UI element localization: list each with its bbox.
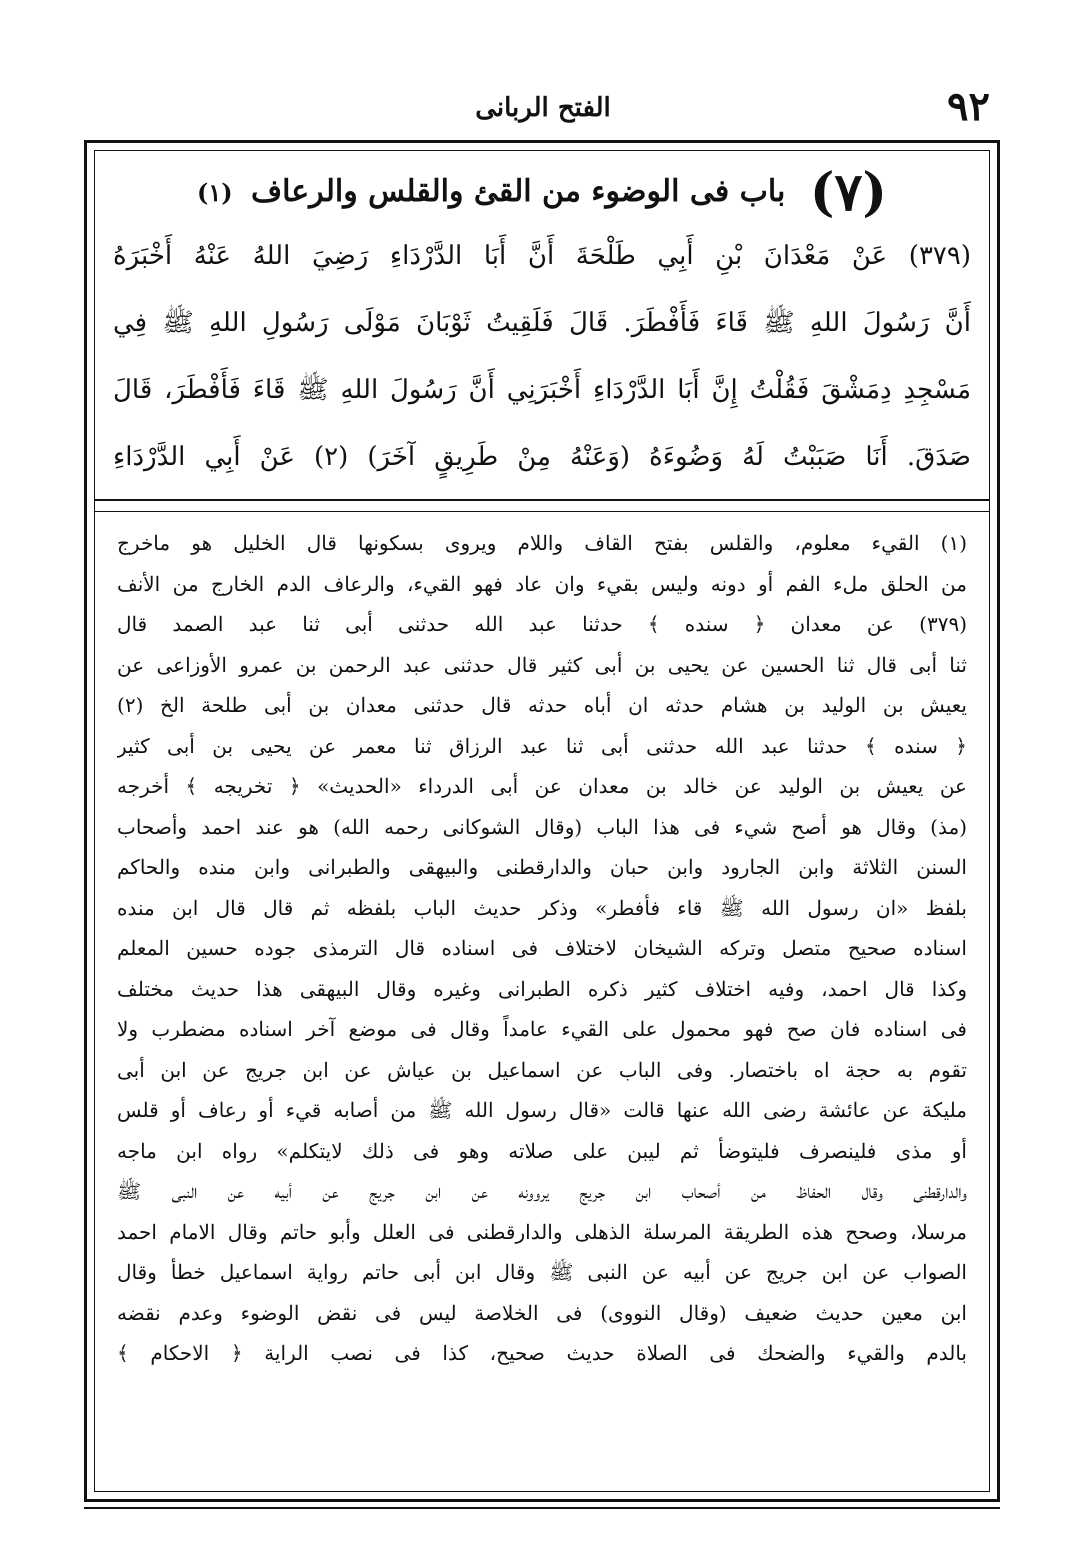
- hadith-text: [113, 223, 971, 491]
- footnote-line: ابن معين حديث ضعيف (وقال النووى) فى الخلاصة ليس فى نقض الوضوء وعدم نقضه: [117, 1300, 967, 1325]
- hadith-line: أَنَّ رَسُولَ اللهِ ﷺ قَاءَ فَأَفْطَرَ. قَالَ فَلَقِيتُ ثَوْبَانَ مَوْلَى رَسُولِ اللهِ ﷺ فِي: [113, 308, 971, 338]
- footnote-line: من الحلق ملء الفم أو دونه وليس بقيء وان عاد فهو القيء، والرعاف الدم الخارج من الأنف: [117, 571, 967, 596]
- bottom-rule: [84, 1502, 1000, 1509]
- footnote-line: بلفظ «ان رسول الله ﷺ قاء فأفطر» وذكر حديث الباب بلفظه ثم قال قال ابن منده: [117, 895, 967, 920]
- section-divider: [95, 499, 989, 512]
- main-section: [95, 151, 989, 499]
- running-title: الفتح الربانى: [475, 93, 611, 123]
- footnotes: [117, 523, 967, 1374]
- footnote-line: والدارقطنى وقال الحفاظ من أصحاب ابن جريج يروونه عن ابن جريج عن أبيه عن النبى ﷺ: [117, 1179, 967, 1203]
- chapter-title: باب فى الوضوء من القئ والقلس والرعاف: [251, 174, 786, 209]
- footnote-line: مليكة عن عائشة رضى الله عنها قالت «قال رسول الله ﷺ من أصابه قيء أو رعاف أو قلس: [117, 1098, 967, 1122]
- page-header: [88, 80, 998, 134]
- chapter-note-ref: (١): [196, 178, 233, 207]
- footnote-line: (١) القيء معلوم، والقلس بفتح القاف واللام ويروى بسكونها قال الخليل هو ماخرج: [117, 531, 967, 555]
- chapter-heading: [113, 161, 971, 223]
- footnote-line: فى اسناده فان صح فهو محمول على القيء عامداً وقال فى موضع آخر اسناده مضطرب ولا: [117, 1017, 967, 1041]
- hadith-line: مَسْجِدِ دِمَشْقَ فَقُلْتُ إِنَّ أَبَا الدَّرْدَاءِ أَخْبَرَنِي أَنَّ رَسُولَ اللهِ ﷺ قَاءَ فَأَفْطَرَ، قَالَ: [113, 375, 971, 405]
- page-number: ٩٢: [947, 83, 990, 130]
- footnote-line: السنن الثلاثة وابن الجارود وابن حبان والدارقطنى والبيهقى والطبرانى وابن منده والحاكم: [117, 855, 967, 879]
- footnote-line: مرسلا، وصحح هذه الطريقة المرسلة الذهلى والدارقطنى فى العلل وأبو حاتم وقال الامام احمد: [117, 1219, 967, 1244]
- footnote-line: يعيش بن الوليد بن هشام حدثه ان أباه حدثه قال حدثنى معدان بن أبى طلحة الخ (٢): [117, 693, 967, 717]
- text-frame-inner: [94, 150, 990, 1492]
- text-frame: [84, 140, 1000, 1502]
- footnote-line: عن يعيش بن الوليد عن خالد بن معدان عن أبى الدرداء «الحديث» ﴿ تخريجه ﴾ أخرجه: [117, 774, 967, 798]
- footnote-line: وكذا قال احمد، وفيه اختلاف كثير ذكره الطبرانى وغيره وقال البيهقى هذا حديث مختلف: [117, 976, 967, 1001]
- footnote-line: الصواب عن ابن جريج عن أبيه عن النبى ﷺ وقال ابن أبى حاتم رواية اسماعيل خطأ وقال: [117, 1260, 967, 1284]
- footnote-line: أو مذى فلينصرف فليتوضأ ثم ليبن على صلاته وهو فى ذلك لايتكلم» رواه ابن ماجه: [117, 1138, 967, 1163]
- footnote-line: ثنا أبى قال ثنا الحسين عن يحيى بن أبى كثير قال حدثنى عبد الرحمن بن عمرو الأوزاعى عن: [117, 652, 967, 677]
- footnote-line: (٣٧٩) عن معدان ﴿ سنده ﴾ حدثنا عبد الله حدثنى أبى ثنا عبد الصمد قال: [117, 612, 967, 636]
- footnote-line: اسناده صحيح متصل وتركه الشيخان لاختلاف فى اسناده قال الترمذى جوده حسين المعلم: [117, 936, 967, 960]
- footnote-line: (مذ) وقال هو أصح شيء فى هذا الباب (وقال الشوكانى رحمه الله) هو عند احمد وأصحاب: [117, 814, 967, 839]
- footnote-line: بالدم والقيء والضحك فى الصلاة حديث صحيح، كذا فى نصب الراية ﴿ الاحكام ﴾: [117, 1341, 967, 1365]
- footnote-line: تقوم به حجة اه باختصار. وفى الباب عن اسماعيل بن عياش عن ابن جريج عن ابن أبى: [117, 1057, 967, 1082]
- hadith-line: صَدَقَ. أَنَا صَبَبْتُ لَهُ وَضُوءَهُ (وَعَنْهُ مِنْ طَرِيقٍ آخَرَ) (٢) عَنْ أَبِي الدَّرْدَاءِ: [113, 442, 971, 472]
- chapter-number: (٧): [809, 162, 887, 223]
- footnote-line: ﴿ سنده ﴾ حدثنا عبد الله حدثنى أبى ثنا عبد الرزاق ثنا معمر عن يحيى بن أبى كثير: [117, 733, 967, 758]
- hadith-line: (٣٧٩) عَنْ مَعْدَانَ بْنِ أَبِي طَلْحَةَ أَنَّ أَبَا الدَّرْدَاءِ رَضِيَ اللهُ عَنْهُ أَخْبَرَهُ: [113, 241, 971, 271]
